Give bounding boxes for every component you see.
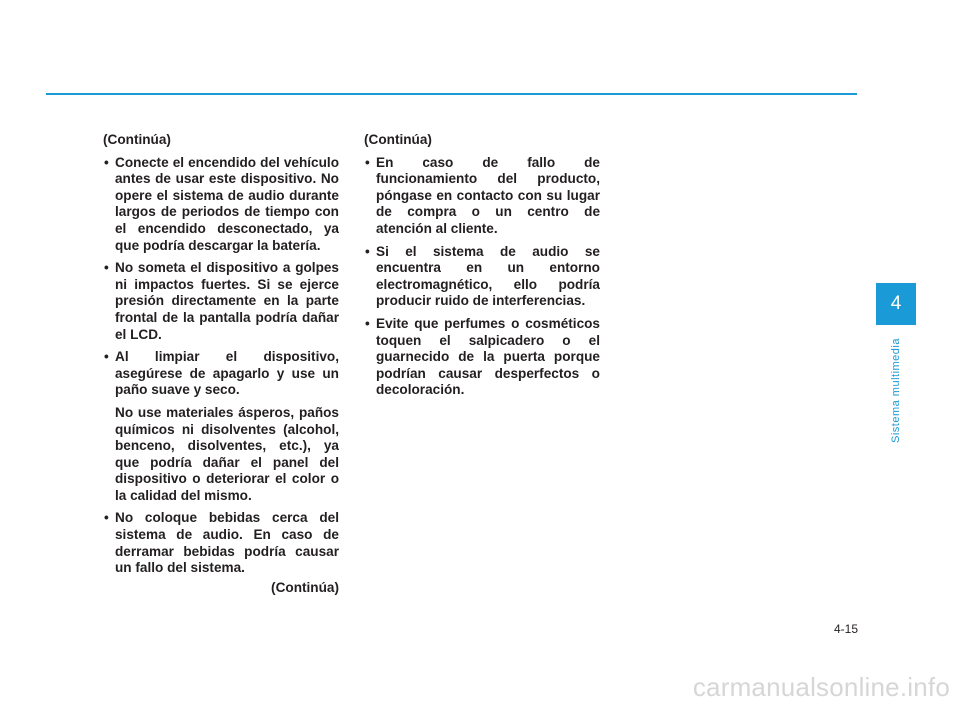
right-column <box>360 132 600 405</box>
header-rule <box>46 93 857 95</box>
item-subtext: No use materiales ásperos, paños químicos ni disolventes (alcohol, benceno, disolventes, etc.), ya que podría dañar el panel del dispositivo o deteriorar el color o la calidad del mismo. <box>115 404 339 503</box>
continued-header: (Continúa) <box>103 132 171 147</box>
item-text: En caso de fallo de funcionamiento del producto, póngase en contacto con su lugar de compra o un centro de atención al cliente. <box>376 154 600 236</box>
left-bullet-list <box>99 155 339 577</box>
item-text: Evite que perfumes o cosméticos toquen el salpicadero o el guarnecido de la puerta porque podrían causar desperfectos o decoloración. <box>376 315 600 398</box>
list-item <box>99 260 339 343</box>
right-bullet-list <box>360 155 600 399</box>
list-item <box>99 349 339 504</box>
watermark: carmanualsonline.info <box>692 672 950 702</box>
bullet-icon: • <box>104 510 109 526</box>
list-item <box>99 155 339 255</box>
continued-header: (Continúa) <box>364 132 432 147</box>
list-item <box>360 316 600 399</box>
chapter-title: Sistema multimedia <box>890 338 902 444</box>
item-text: No someta el dispositivo a golpes ni impactos fuertes. Si se ejerce presión directamente en la parte frontal de la pantalla podría dañar el LCD. <box>115 260 339 342</box>
bullet-icon: • <box>104 154 109 170</box>
bullet-icon: • <box>365 243 370 259</box>
list-item <box>99 510 339 576</box>
bullet-icon: • <box>365 315 370 331</box>
list-item <box>360 244 600 310</box>
item-text: Al limpiar el dispositivo, asegúrese de apagarlo y use un paño suave y seco. <box>115 349 339 398</box>
item-text: Conecte el encendido del vehículo antes de usar este dispositivo. No opere el sistema de audio durante largos de periodos de tiempo con el encendido desconectado, ya que podría descargar la batería. <box>115 154 339 253</box>
bullet-icon: • <box>104 349 109 365</box>
item-text: No coloque bebidas cerca del sistema de audio. En caso de derramar bebidas podría causar un fallo del sistema. <box>115 510 339 576</box>
bullet-icon: • <box>104 260 109 276</box>
page-number: 4-15 <box>833 622 858 636</box>
item-text: Si el sistema de audio se encuentra en un entorno electromagnético, ello podría producir ruido de interferencias. <box>376 243 600 309</box>
continued-footer: (Continúa) <box>271 579 339 595</box>
bullet-icon: • <box>365 154 370 170</box>
chapter-tab: 4 <box>876 283 916 325</box>
list-item <box>360 155 600 238</box>
left-column <box>99 132 339 596</box>
